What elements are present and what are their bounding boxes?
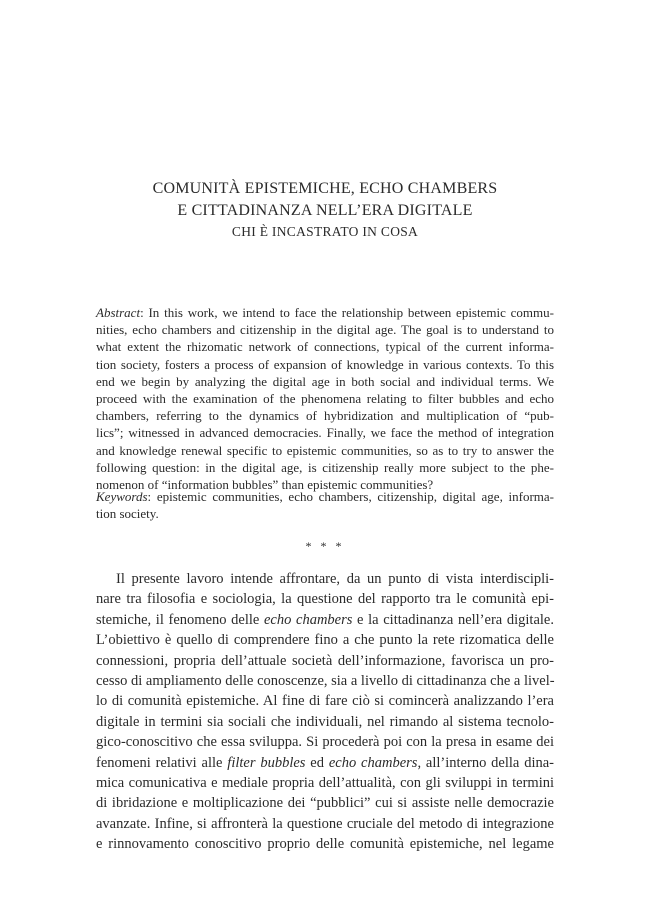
body-line: connessioni, propria dell’attuale società dell’informazione, favorisca un pro-: [96, 652, 554, 669]
body-line: Il presente lavoro intende affrontare, da un punto di vista interdiscipli-: [116, 571, 554, 587]
italic-term: echo chambers: [328, 754, 418, 771]
body-line: fenomeni relativi alle filter bubbles ed echo chambers, all’interno della dina-: [96, 754, 554, 771]
keywords-label: Keywords: [96, 489, 148, 504]
keywords-line: tion society.: [96, 506, 159, 522]
abstract: [96, 304, 554, 493]
section-separator: * * *: [305, 539, 345, 553]
abstract-line: end we begin by analyzing the digital age in both social and individual terms. We: [96, 373, 554, 389]
abstract-line: nities, echo chambers and citizenship in the digital age. The goal is to understand to: [96, 322, 554, 338]
body-line: lo di comunità epistemiche. Al fine di fare ciò si comincerà analizzando l’era: [96, 693, 554, 710]
abstract-line: Abstract: In this work, we intend to face the relationship between epistemic commu-: [96, 305, 554, 320]
chapter-title-block: [0, 178, 650, 242]
abstract-line: chambers, referring to the dynamics of hybridization and multiplication of “pub-: [96, 408, 554, 424]
abstract-label: Abstract: [96, 305, 141, 320]
body-line: gico-conoscitivo che essa sviluppa. Si procederà poi con la presa in esame dei: [96, 734, 554, 751]
abstract-line: proceed with the examination of the phenomena relating to filter bubbles and echo: [96, 391, 554, 407]
body-line: nare tra filosofia e sociologia, la questione del rapporto tra le comunità epi-: [96, 591, 554, 608]
chapter-title-line-2: E CITTADINANZA NELL’ERA DIGITALE: [177, 202, 473, 219]
chapter-subtitle: CHI È INCASTRATO IN COSA: [231, 224, 419, 239]
chapter-title-line-1: COMUNITÀ EPISTEMICHE, ECHO CHAMBERS: [152, 180, 498, 197]
abstract-line: what extent the rhizomatic network of connections, typical of the current informa-: [96, 339, 554, 355]
body-line: stemiche, il fenomeno delle echo chambers e la cittadinanza nell’era digitale.: [96, 611, 554, 628]
keywords: [96, 488, 554, 522]
abstract-line: following question: in the digital age, is citizenship really more subject to the phe-: [96, 459, 554, 475]
keywords-line: Keywords: epistemic communities, echo chambers, citizenship, digital age, informa-: [96, 489, 554, 504]
italic-term: echo chambers: [263, 611, 353, 628]
body-line: di ibridazione e moltiplicazione dei “pubblici” cui si assiste nelle democrazie: [96, 795, 554, 812]
abstract-line: and knowledge renewal specific to epistemic communities, so as to try to answer the: [96, 442, 554, 458]
body-line: L’obiettivo è quello di comprendere fino a che punto la rete rizomatica delle: [96, 632, 554, 649]
body-line: e rinnovamento conoscitivo proprio delle comunità epistemiche, nel legame: [96, 836, 554, 853]
body-line: digitale in termini sia sociali che individuali, nel rimando al sistema tecnolo-: [96, 713, 554, 730]
italic-term: filter bubbles: [227, 754, 306, 771]
abstract-line: tion society, fosters a process of expansion of knowledge in various contexts. To this: [96, 356, 554, 372]
body-paragraph: [96, 569, 554, 855]
body-line: cesso di ampliamento delle conoscenze, sia a livello di cittadinanza che a livel-: [96, 673, 555, 690]
abstract-line: nomenon of “information bubbles” than epistemic communities?: [96, 477, 434, 493]
body-line: avanzate. Infine, si affronterà la questione cruciale del metodo di integrazione: [96, 815, 554, 832]
abstract-line: lics”; witnessed in advanced democracies. Finally, we face the method of integration: [96, 425, 554, 441]
body-line: mica comunicativa e mediale propria dell’attualità, con gli sviluppi in termini: [96, 775, 554, 792]
